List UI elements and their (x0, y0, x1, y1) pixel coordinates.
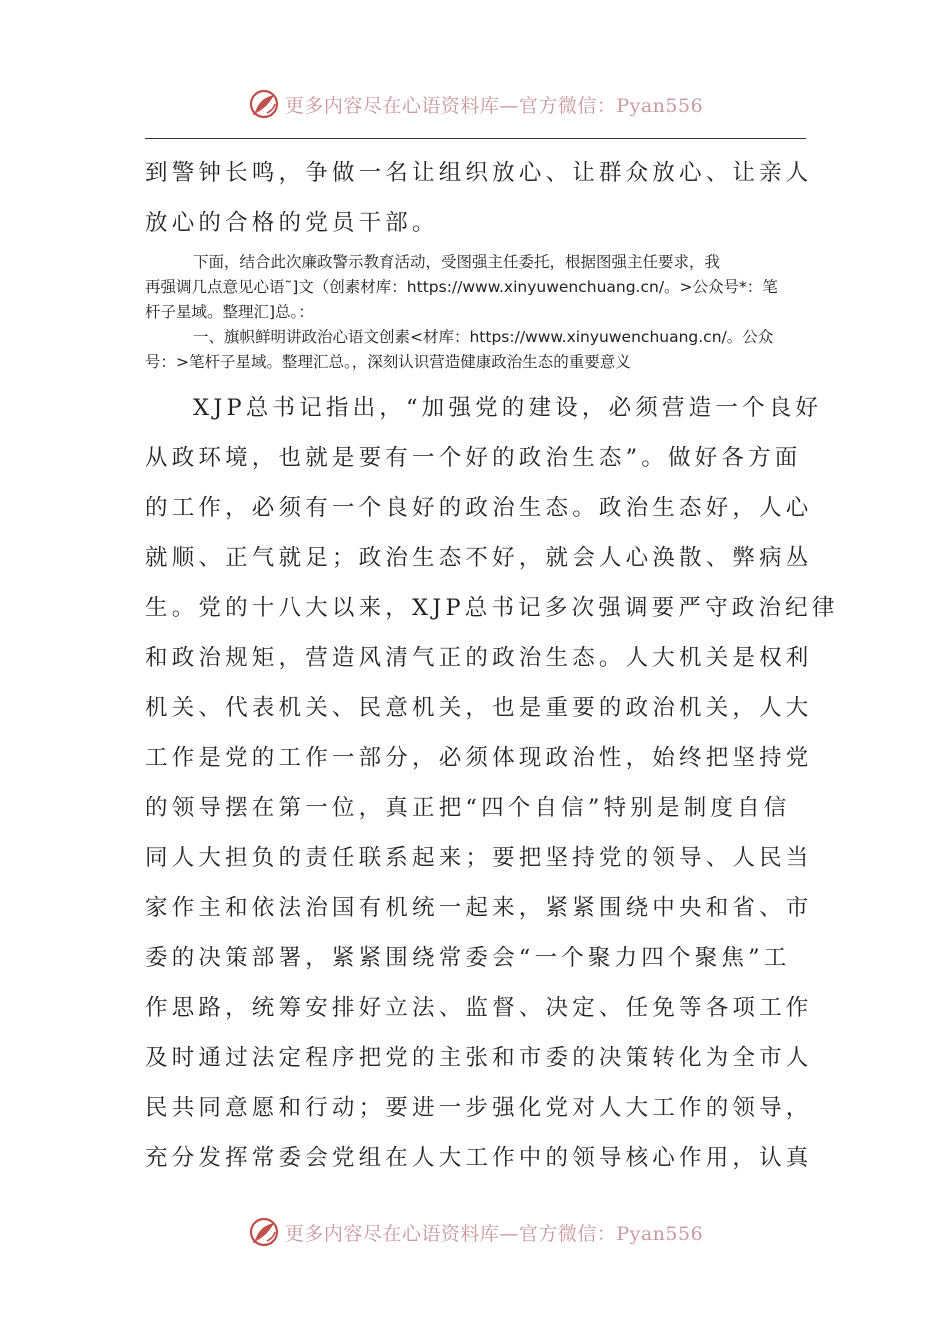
text-line: 工作是党的工作一部分，必须体现政治性，始终把坚持党 (145, 745, 813, 771)
text-line: 再强调几点意见心语˜]文（创素材库：https://www.xinyuwenchuang.cn/。>公众号*：笔 (145, 278, 778, 296)
banner-wechat-id: Pyan556 (616, 1222, 704, 1245)
banner-label: 更多内容尽在心语资料库—官方微信： (284, 94, 617, 117)
text-line: 及时通过法定程序把党的主张和市委的决策转化为全市人 (145, 1045, 813, 1071)
header-divider (145, 138, 806, 139)
text-line: 委的决策部署，紧紧围绕常委会“一个聚力四个聚焦”工 (145, 945, 791, 971)
banner-label: 更多内容尽在心语资料库—官方微信： (284, 1222, 617, 1245)
section-heading-line: 号：>笔杆子星域。整理汇总。，深刻认识营造健康政治生态的重要意义 (145, 353, 631, 371)
text-line: 同人大担负的责任联系起来；要把坚持党的领导、人民当 (145, 845, 813, 871)
note-paragraph-2 (145, 325, 806, 375)
main-paragraph (145, 383, 839, 1183)
text-line: 和政治规矩，营造风清气正的政治生态。人大机关是权利 (145, 645, 813, 671)
banner-text (285, 1219, 703, 1246)
text-line: 从政环境，也就是要有一个好的政治生态”。做好各方面 (145, 445, 802, 471)
text-line: 到警钟长鸣，争做一名让组织放心、让群众放心、让亲人 (145, 160, 813, 186)
logo-icon (247, 87, 281, 121)
text-line: 放心的合格的党员干部。 (145, 210, 439, 236)
text-line: 下面，结合此次廉政警示教育活动，受图强主任委托，根据图强主任要求，我 (193, 253, 721, 271)
text-line: XJP总书记指出，“加强党的建设，必须营造一个良好 (193, 395, 823, 421)
banner-wechat-id: Pyan556 (616, 94, 704, 117)
document-body (145, 148, 839, 1183)
footer-banner (0, 1212, 950, 1252)
text-line: 生。党的十八大以来，XJP总书记多次强调要严守政治纪律 (145, 595, 839, 621)
text-line: 机关、代表机关、民意机关，也是重要的政治机关，人大 (145, 695, 813, 721)
text-line: 的工作，必须有一个良好的政治生态。政治生态好，人心 (145, 495, 813, 521)
text-line: 杆子星域。整理汇]总。： (145, 303, 314, 321)
text-line: 民共同意愿和行动；要进一步强化党对人大工作的领导， (145, 1095, 813, 1121)
header-banner (0, 84, 950, 124)
text-line: 就顺、正气就足；政治生态不好，就会人心涣散、弊病丛 (145, 545, 813, 571)
text-line: 充分发挥常委会党组在人大工作中的领导核心作用，认真 (145, 1145, 813, 1171)
text-line: 作思路，统筹安排好立法、监督、决定、任免等各项工作 (145, 995, 813, 1021)
note-paragraph-1 (145, 250, 806, 325)
logo-icon (247, 1215, 281, 1249)
text-line: 家作主和依法治国有机统一起来，紧紧围绕中央和省、市 (145, 895, 813, 921)
intro-paragraph (145, 148, 813, 248)
text-line: 的领导摆在第一位，真正把“四个自信”特别是制度自信 (145, 795, 791, 821)
banner-text (285, 91, 703, 118)
section-heading-line: 一、旗帜鲜明讲政治心语文创素<材库：https://www.xinyuwenchuang.cn/。公众 (193, 328, 774, 346)
